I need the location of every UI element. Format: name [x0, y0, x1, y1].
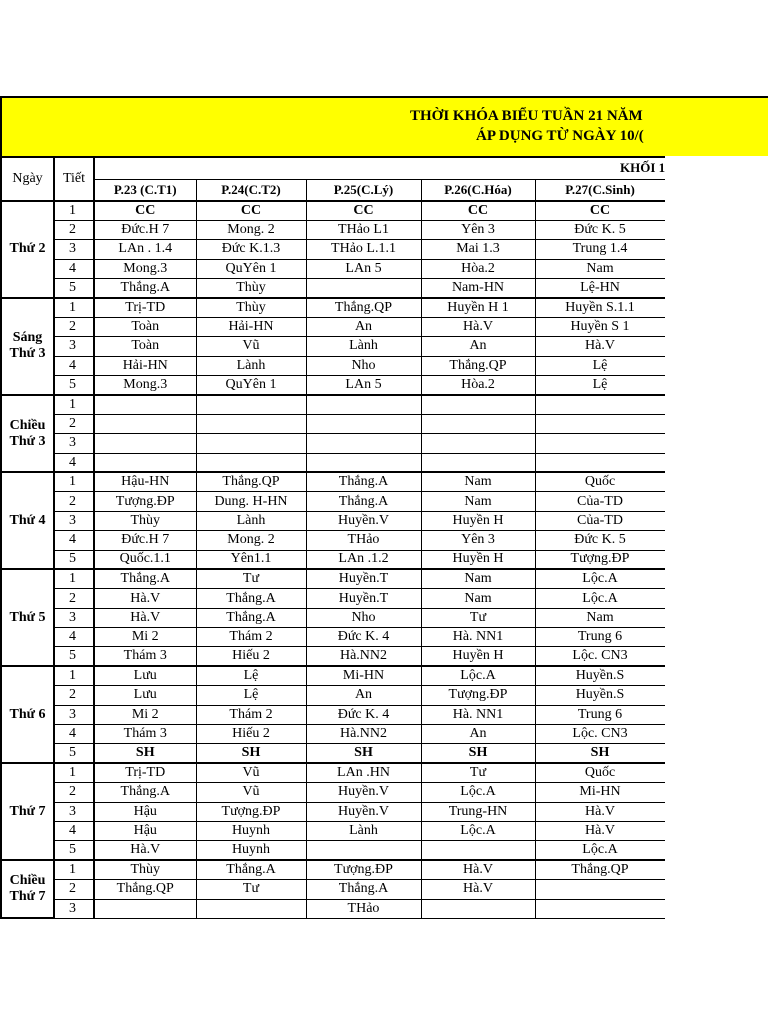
teacher-cell: Dung. H-HN — [196, 492, 306, 511]
teacher-cell: THảo L1 — [306, 220, 421, 239]
period-cell: 5 — [54, 744, 94, 763]
teacher-cell: Trị-TD — [94, 298, 196, 317]
teacher-cell: Huyền H 1 — [421, 298, 535, 317]
teacher-cell: Huyền.S — [535, 686, 665, 705]
period-cell: 2 — [54, 686, 94, 705]
table-row — [1, 492, 665, 511]
period-cell: 3 — [54, 511, 94, 530]
teacher-cell: Lộc.A — [421, 783, 535, 802]
teacher-cell: Hòa.2 — [421, 376, 535, 395]
teacher-cell: Thùy — [94, 511, 196, 530]
teacher-cell — [535, 434, 665, 453]
teacher-cell: Lệ — [535, 376, 665, 395]
table-row — [1, 666, 665, 685]
table-row — [1, 472, 665, 491]
teacher-cell: Vũ — [196, 763, 306, 782]
teacher-cell: Vũ — [196, 337, 306, 356]
teacher-cell: Lưu — [94, 686, 196, 705]
period-cell: 1 — [54, 395, 94, 414]
teacher-cell: Mai 1.3 — [421, 240, 535, 259]
day-label-line: Thứ 7 — [9, 889, 46, 905]
period-cell: 5 — [54, 279, 94, 298]
period-cell: 3 — [54, 899, 94, 918]
teacher-cell: Lộc.A — [535, 569, 665, 588]
teacher-cell: Hậu — [94, 822, 196, 841]
teacher-cell: Huyền H — [421, 550, 535, 569]
teacher-cell: Thắng.QP — [94, 880, 196, 899]
teacher-cell: Hà.V — [94, 841, 196, 860]
table-row — [1, 453, 665, 472]
teacher-cell: Yên 3 — [421, 531, 535, 550]
period-cell: 2 — [54, 783, 94, 802]
teacher-cell: Tượng.ĐP — [306, 860, 421, 879]
teacher-cell: Tượng.ĐP — [196, 802, 306, 821]
table-row — [1, 550, 665, 569]
period-cell: 5 — [54, 376, 94, 395]
teacher-cell: Lệ — [535, 356, 665, 375]
teacher-cell — [306, 395, 421, 414]
period-cell: 1 — [54, 298, 94, 317]
teacher-cell: Hà.V — [421, 317, 535, 336]
teacher-cell: Đức K. 5 — [535, 531, 665, 550]
period-cell: 4 — [54, 453, 94, 472]
teacher-cell: Thám 3 — [94, 725, 196, 744]
teacher-cell — [94, 414, 196, 433]
teacher-cell — [196, 453, 306, 472]
teacher-cell: Hải-HN — [196, 317, 306, 336]
group-label-cell — [94, 157, 665, 179]
period-cell: 2 — [54, 220, 94, 239]
table-row — [1, 628, 665, 647]
teacher-cell — [535, 414, 665, 433]
table-row — [1, 569, 665, 588]
day-label-line: Thứ 5 — [9, 609, 46, 625]
period-cell: 2 — [54, 880, 94, 899]
period-cell: 2 — [54, 414, 94, 433]
teacher-cell: Mi 2 — [94, 628, 196, 647]
day-label — [1, 569, 54, 666]
teacher-cell: Thắng.A — [196, 608, 306, 627]
teacher-cell: Lộc.A — [535, 589, 665, 608]
teacher-cell: Đức.H 7 — [94, 220, 196, 239]
teacher-cell: Thắng.A — [94, 279, 196, 298]
teacher-cell: Hà.V — [421, 860, 535, 879]
teacher-cell: Thắng.QP — [306, 298, 421, 317]
teacher-cell: CC — [306, 201, 421, 220]
teacher-cell — [535, 453, 665, 472]
teacher-cell — [421, 841, 535, 860]
teacher-cell: Quốc — [535, 763, 665, 782]
period-cell: 5 — [54, 550, 94, 569]
day-label-line: Thứ 3 — [9, 433, 46, 449]
teacher-cell: Nam — [535, 608, 665, 627]
teacher-cell: Đức K. 4 — [306, 705, 421, 724]
teacher-cell: Mi-HN — [306, 666, 421, 685]
teacher-cell: Hà.V — [535, 802, 665, 821]
period-cell: 4 — [54, 259, 94, 278]
teacher-cell: Thắng.A — [306, 472, 421, 491]
teacher-cell: Hiếu 2 — [196, 647, 306, 666]
table-row — [1, 395, 665, 414]
table-row — [1, 337, 665, 356]
teacher-cell: Nam — [535, 259, 665, 278]
teacher-cell: Toàn — [94, 337, 196, 356]
period-cell: 4 — [54, 628, 94, 647]
teacher-cell: Thắng.QP — [196, 472, 306, 491]
teacher-cell: Hà.NN2 — [306, 725, 421, 744]
teacher-cell — [196, 414, 306, 433]
teacher-cell — [535, 880, 665, 899]
teacher-cell: Trung-HN — [421, 802, 535, 821]
teacher-cell: THảo — [306, 899, 421, 918]
teacher-cell: Trung 1.4 — [535, 240, 665, 259]
teacher-cell: Hà. NN1 — [421, 705, 535, 724]
teacher-cell: Lành — [306, 822, 421, 841]
teacher-cell: Lộc.A — [421, 822, 535, 841]
teacher-cell: Tư — [196, 880, 306, 899]
teacher-cell: Huyền.V — [306, 783, 421, 802]
period-cell: 3 — [54, 802, 94, 821]
table-row — [1, 317, 665, 336]
title-banner — [0, 96, 768, 156]
teacher-cell: Mong.3 — [94, 376, 196, 395]
teacher-cell: Yên1.1 — [196, 550, 306, 569]
room-header: P.25(C.Lý) — [306, 179, 421, 201]
teacher-cell: Hà.V — [94, 589, 196, 608]
timetable-title: THỜI KHÓA BIỂU TUẦN 21 NĂM — [410, 108, 643, 124]
teacher-cell — [306, 841, 421, 860]
period-column-header: Tiết — [54, 157, 94, 201]
teacher-cell — [421, 395, 535, 414]
teacher-cell: Thắng.QP — [421, 356, 535, 375]
teacher-cell: Hà.V — [535, 822, 665, 841]
teacher-cell: Hòa.2 — [421, 259, 535, 278]
period-cell: 4 — [54, 356, 94, 375]
teacher-cell: SH — [196, 744, 306, 763]
teacher-cell: Quốc — [535, 472, 665, 491]
teacher-cell: Quốc.1.1 — [94, 550, 196, 569]
teacher-cell: Tư — [421, 608, 535, 627]
period-cell: 2 — [54, 492, 94, 511]
teacher-cell: Thắng.A — [306, 492, 421, 511]
teacher-cell: Nho — [306, 608, 421, 627]
teacher-cell: Hà. NN1 — [421, 628, 535, 647]
teacher-cell: Thùy — [94, 860, 196, 879]
teacher-cell: Của-TD — [535, 492, 665, 511]
teacher-cell: LAn .HN — [306, 763, 421, 782]
table-row — [1, 414, 665, 433]
teacher-cell: Nam — [421, 472, 535, 491]
table-row — [1, 201, 665, 220]
teacher-cell: Huyền S.1.1 — [535, 298, 665, 317]
teacher-cell: Huyền.V — [306, 511, 421, 530]
day-label-line: Chiều — [9, 873, 46, 889]
teacher-cell: SH — [306, 744, 421, 763]
teacher-cell: Lành — [196, 511, 306, 530]
teacher-cell: Lành — [306, 337, 421, 356]
period-cell: 1 — [54, 201, 94, 220]
teacher-cell: Huyền H — [421, 511, 535, 530]
teacher-cell: Lệ-HN — [535, 279, 665, 298]
room-header: P.26(C.Hóa) — [421, 179, 535, 201]
teacher-cell: Hà.NN2 — [306, 647, 421, 666]
teacher-cell: CC — [535, 201, 665, 220]
table-row — [1, 860, 665, 879]
table-row — [1, 783, 665, 802]
period-cell: 5 — [54, 647, 94, 666]
period-cell: 1 — [54, 569, 94, 588]
teacher-cell: THảo — [306, 531, 421, 550]
teacher-cell: Đức.H 7 — [94, 531, 196, 550]
teacher-cell: Huynh — [196, 822, 306, 841]
teacher-cell: Vũ — [196, 783, 306, 802]
teacher-cell — [421, 434, 535, 453]
day-label — [1, 472, 54, 569]
table-row — [1, 705, 665, 724]
teacher-cell: LAn .1.2 — [306, 550, 421, 569]
period-cell: 3 — [54, 608, 94, 627]
table-row — [1, 434, 665, 453]
table-row — [1, 589, 665, 608]
teacher-cell: Lộc.A — [421, 666, 535, 685]
teacher-cell: Nam-HN — [421, 279, 535, 298]
table-row — [1, 841, 665, 860]
teacher-cell: Nho — [306, 356, 421, 375]
period-cell: 3 — [54, 240, 94, 259]
day-column-header: Ngày — [1, 157, 54, 201]
table-row — [1, 608, 665, 627]
table-row — [1, 531, 665, 550]
period-cell: 2 — [54, 317, 94, 336]
teacher-cell: Hà.V — [535, 337, 665, 356]
teacher-cell: Huyền.V — [306, 802, 421, 821]
period-cell: 1 — [54, 860, 94, 879]
teacher-cell: Thắng.A — [94, 783, 196, 802]
period-cell: 1 — [54, 666, 94, 685]
period-cell: 4 — [54, 725, 94, 744]
teacher-cell — [94, 899, 196, 918]
teacher-cell: Lộc. CN3 — [535, 647, 665, 666]
table-row — [1, 822, 665, 841]
teacher-cell: QuYên 1 — [196, 259, 306, 278]
teacher-cell: Lệ — [196, 666, 306, 685]
teacher-cell — [421, 414, 535, 433]
day-label — [1, 201, 54, 298]
teacher-cell: Lưu — [94, 666, 196, 685]
teacher-cell — [535, 899, 665, 918]
teacher-cell: CC — [421, 201, 535, 220]
period-cell: 1 — [54, 472, 94, 491]
group-label: KHỐI 1 — [620, 160, 666, 175]
teacher-cell — [306, 279, 421, 298]
day-label — [1, 395, 54, 473]
teacher-cell — [306, 434, 421, 453]
teacher-cell: Thắng.A — [94, 569, 196, 588]
teacher-cell: Tư — [196, 569, 306, 588]
teacher-cell: Mong. 2 — [196, 531, 306, 550]
table-row — [1, 240, 665, 259]
table-row — [1, 899, 665, 918]
period-cell: 3 — [54, 434, 94, 453]
teacher-cell: Tư — [421, 763, 535, 782]
cropped-area — [665, 156, 768, 956]
teacher-cell — [196, 395, 306, 414]
day-label-line: Thứ 3 — [9, 346, 46, 362]
table-row — [1, 802, 665, 821]
table-row — [1, 356, 665, 375]
period-cell: 5 — [54, 841, 94, 860]
teacher-cell: Hà.V — [421, 880, 535, 899]
teacher-cell: Huyền S 1 — [535, 317, 665, 336]
table-row — [1, 725, 665, 744]
day-label — [1, 298, 54, 395]
teacher-cell: Hậu — [94, 802, 196, 821]
teacher-cell: Huyền.T — [306, 569, 421, 588]
teacher-cell — [94, 453, 196, 472]
teacher-cell — [196, 434, 306, 453]
room-header: P.23 (C.T1) — [94, 179, 196, 201]
teacher-cell: Huyền H — [421, 647, 535, 666]
teacher-cell: SH — [421, 744, 535, 763]
timetable — [0, 156, 666, 919]
teacher-cell: Thám 3 — [94, 647, 196, 666]
day-label — [1, 666, 54, 763]
teacher-cell — [421, 453, 535, 472]
period-cell: 3 — [54, 337, 94, 356]
table-row — [1, 763, 665, 782]
teacher-cell — [94, 395, 196, 414]
day-label-line: Thứ 4 — [9, 512, 46, 528]
teacher-cell: Mi-HN — [535, 783, 665, 802]
teacher-cell — [306, 414, 421, 433]
teacher-cell — [196, 899, 306, 918]
teacher-cell: LAn 5 — [306, 376, 421, 395]
teacher-cell: Thám 2 — [196, 628, 306, 647]
teacher-cell: Nam — [421, 569, 535, 588]
teacher-cell: Đức K. 5 — [535, 220, 665, 239]
teacher-cell: Hải-HN — [94, 356, 196, 375]
table-row — [1, 220, 665, 239]
day-label-line: Thứ 7 — [9, 803, 46, 819]
day-label-line: Sáng — [12, 330, 43, 346]
teacher-cell: Lộc. CN3 — [535, 725, 665, 744]
teacher-cell: Lành — [196, 356, 306, 375]
teacher-cell: Lộc.A — [535, 841, 665, 860]
teacher-cell — [94, 434, 196, 453]
table-row — [1, 511, 665, 530]
teacher-cell: Yên 3 — [421, 220, 535, 239]
teacher-cell: Hiếu 2 — [196, 725, 306, 744]
teacher-cell: An — [306, 686, 421, 705]
teacher-cell: SH — [535, 744, 665, 763]
table-row — [1, 647, 665, 666]
teacher-cell: CC — [196, 201, 306, 220]
teacher-cell: Nam — [421, 589, 535, 608]
period-cell: 4 — [54, 822, 94, 841]
teacher-cell: Lệ — [196, 686, 306, 705]
day-label-line: Thứ 2 — [9, 241, 46, 257]
teacher-cell: Thám 2 — [196, 705, 306, 724]
table-row — [1, 744, 665, 763]
teacher-cell: Toàn — [94, 317, 196, 336]
day-label-line: Thứ 6 — [9, 706, 46, 722]
teacher-cell: SH — [94, 744, 196, 763]
teacher-cell: Thắng.A — [196, 589, 306, 608]
teacher-cell: THảo L.1.1 — [306, 240, 421, 259]
day-label — [1, 763, 54, 860]
teacher-cell: Thùy — [196, 298, 306, 317]
day-label — [1, 860, 54, 918]
teacher-cell: Thắng.A — [306, 880, 421, 899]
teacher-cell: Đức K. 4 — [306, 628, 421, 647]
table-row — [1, 259, 665, 278]
teacher-cell: Trị-TD — [94, 763, 196, 782]
table-row — [1, 376, 665, 395]
teacher-cell: Tượng.ĐP — [535, 550, 665, 569]
teacher-cell: An — [421, 337, 535, 356]
teacher-cell: Đức K.1.3 — [196, 240, 306, 259]
teacher-cell: CC — [94, 201, 196, 220]
teacher-cell: An — [421, 725, 535, 744]
teacher-cell: Trung 6 — [535, 628, 665, 647]
teacher-cell: Huynh — [196, 841, 306, 860]
teacher-cell: LAn 5 — [306, 259, 421, 278]
table-row — [1, 298, 665, 317]
teacher-cell: Mong.3 — [94, 259, 196, 278]
teacher-cell: Tượng.ĐP — [94, 492, 196, 511]
teacher-cell: Trung 6 — [535, 705, 665, 724]
teacher-cell: Mi 2 — [94, 705, 196, 724]
period-cell: 4 — [54, 531, 94, 550]
teacher-cell: Thùy — [196, 279, 306, 298]
teacher-cell: LAn . 1.4 — [94, 240, 196, 259]
teacher-cell: Thắng.A — [196, 860, 306, 879]
teacher-cell: An — [306, 317, 421, 336]
day-label-line: Chiều — [9, 417, 46, 433]
teacher-cell: Tượng.ĐP — [421, 686, 535, 705]
room-header: P.27(C.Sinh) — [535, 179, 665, 201]
teacher-cell: Của-TD — [535, 511, 665, 530]
teacher-cell — [421, 899, 535, 918]
teacher-cell: QuYên 1 — [196, 376, 306, 395]
teacher-cell: Huyền.T — [306, 589, 421, 608]
period-cell: 3 — [54, 705, 94, 724]
room-header: P.24(C.T2) — [196, 179, 306, 201]
table-row — [1, 880, 665, 899]
teacher-cell: Huyền.S — [535, 666, 665, 685]
teacher-cell — [306, 453, 421, 472]
teacher-cell: Thắng.QP — [535, 860, 665, 879]
table-row — [1, 686, 665, 705]
teacher-cell: Mong. 2 — [196, 220, 306, 239]
teacher-cell: Nam — [421, 492, 535, 511]
timetable-subtitle: ÁP DỤNG TỪ NGÀY 10/( — [476, 128, 644, 144]
teacher-cell: Hà.V — [94, 608, 196, 627]
period-cell: 2 — [54, 589, 94, 608]
teacher-cell — [535, 395, 665, 414]
table-row — [1, 279, 665, 298]
teacher-cell: Hậu-HN — [94, 472, 196, 491]
period-cell: 1 — [54, 763, 94, 782]
